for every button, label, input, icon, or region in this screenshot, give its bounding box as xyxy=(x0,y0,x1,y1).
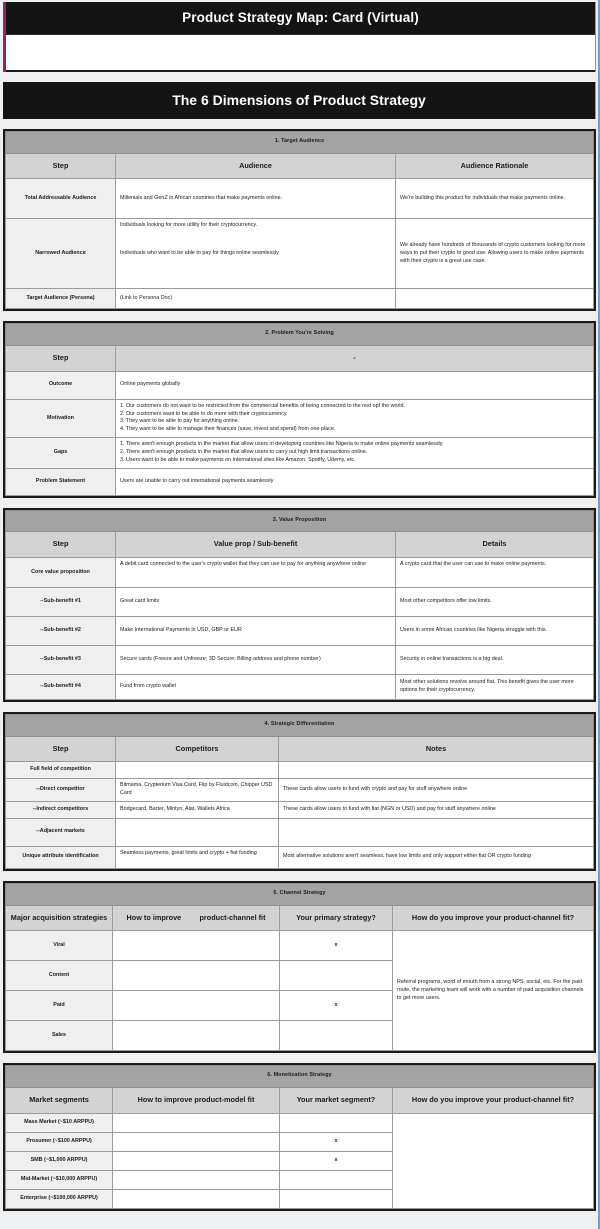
cell-market-segment-mark[interactable]: x xyxy=(280,1151,393,1170)
column-header-value-prop: Value prop / Sub-benefit xyxy=(116,532,396,558)
cell-how-to-improve[interactable] xyxy=(113,991,280,1021)
cell-notes[interactable] xyxy=(279,762,594,779)
header-notes-area[interactable] xyxy=(6,34,595,72)
row-header: Total Addressable Audience xyxy=(6,179,116,219)
cell-how-to-improve[interactable] xyxy=(113,931,280,961)
column-header-step: Step xyxy=(6,736,116,762)
column-header-row xyxy=(6,532,594,558)
table-row xyxy=(6,468,594,495)
column-header-audience: Audience xyxy=(116,153,396,179)
section-title: 4. Strategic Differentiation xyxy=(6,715,594,737)
target-audience-table xyxy=(5,131,594,309)
cell-gaps[interactable] xyxy=(116,438,594,468)
cell-how-to-improve[interactable] xyxy=(113,1170,280,1189)
dimensions-banner: The 6 Dimensions of Product Strategy xyxy=(3,82,596,119)
section-title-row xyxy=(6,715,594,737)
column-header-market-segments: Market segments xyxy=(6,1087,113,1113)
section-title-row xyxy=(6,883,594,905)
spacer xyxy=(0,72,600,82)
cell-value-prop[interactable]: Secure cards (Freeze and Unfreeze; 3D Secure; Billing address and phone number) xyxy=(116,646,396,675)
cell-details[interactable]: Users in some African countries like Nigeria struggle with this. xyxy=(396,617,594,646)
cell-line: 1. Our customers do not want to be restricted from the commercial benefits of being connected to the rest opf the world. xyxy=(120,402,405,409)
cell-market-segment-mark[interactable] xyxy=(280,1189,393,1208)
document-header xyxy=(3,2,596,72)
row-header: Content xyxy=(6,961,113,991)
cell-merged-improve-note[interactable]: Referral programs, word of mouth from a strong NPS, social, etc. For the paid route, the marketing team will work with a number of paid acquisition channels to get more users. xyxy=(393,931,594,1051)
table-row xyxy=(6,371,594,399)
cell-market-segment-mark[interactable] xyxy=(280,1113,393,1132)
table-row xyxy=(6,219,594,289)
cell-line: Individuals who want to be able to pay for things online seamlessly xyxy=(120,250,279,257)
cell-audience[interactable] xyxy=(116,219,396,289)
cell-notes[interactable]: Most alternative solutions aren't seamless, have low limits and only support either fiat OR crypto funding xyxy=(279,846,594,868)
table-row xyxy=(6,1113,594,1132)
section-title: 3. Value Proposition xyxy=(6,510,594,532)
cell-problem-statement[interactable]: Users are unable to carry out international payments seamlessly xyxy=(116,468,594,495)
section-value-proposition xyxy=(3,508,596,702)
cell-competitors[interactable]: Bridgecard, Barter, Mintyn, Alat, Wallets Africa xyxy=(116,801,279,818)
cell-value-prop[interactable]: Great card limits xyxy=(116,588,396,617)
monetization-strategy-table xyxy=(5,1065,594,1208)
column-header-step: Step xyxy=(6,153,116,179)
row-header: Full field of competition xyxy=(6,762,116,779)
table-row xyxy=(6,289,594,309)
row-header: --Sub-benefit #3 xyxy=(6,646,116,675)
column-header-step: Step xyxy=(6,532,116,558)
table-row xyxy=(6,675,594,700)
section-monetization-strategy xyxy=(3,1063,596,1210)
cell-how-to-improve[interactable] xyxy=(113,1113,280,1132)
row-header: Target Audience (Persona) xyxy=(6,289,116,309)
row-header: Core value proposition xyxy=(6,558,116,588)
cell-competitors[interactable] xyxy=(116,818,279,846)
cell-rationale[interactable] xyxy=(396,289,594,309)
row-header: Prosumer (~$100 ARPPU) xyxy=(6,1132,113,1151)
table-row xyxy=(6,617,594,646)
cell-details[interactable]: Most other competitors offer low limits. xyxy=(396,588,594,617)
column-header-competitors: Competitors xyxy=(116,736,279,762)
cell-rationale[interactable]: We're building this product for individuals that make payments online. xyxy=(396,179,594,219)
cell-line: 3. Users want to be able to make payments on international sites like Amazon, Spotify, Udemy, etc. xyxy=(120,456,356,463)
cell-primary-strategy-mark[interactable]: x xyxy=(280,931,393,961)
table-row xyxy=(6,558,594,588)
cell-how-to-improve[interactable] xyxy=(113,961,280,991)
cell-competitors[interactable]: Bitmama, Crypterium Visa Card, Flip by Fluidcoin, Chipper USD Card xyxy=(116,779,279,802)
table-row xyxy=(6,762,594,779)
column-header-notes: Notes xyxy=(279,736,594,762)
row-header: Mass Market (~$10 ARPPU) xyxy=(6,1113,113,1132)
cell-notes[interactable]: These cards allow users to fund with crypto and pay for stuff anywhere online xyxy=(279,779,594,802)
row-header: Motivation xyxy=(6,399,116,437)
row-header: Gaps xyxy=(6,438,116,468)
cell-details[interactable]: Most other solutions revolve around fiat. This benefit gives the user more options for their cryptocurrency. xyxy=(396,675,594,700)
column-header-row xyxy=(6,153,594,179)
cell-competitors[interactable] xyxy=(116,762,279,779)
cell-line: 4. They want to be able to manage their finances (save, invest and spend) from one place. xyxy=(120,426,336,433)
table-row xyxy=(6,818,594,846)
column-header-row xyxy=(6,1087,594,1113)
section-problem-solving xyxy=(3,321,596,497)
strategic-differentiation-table xyxy=(5,714,594,869)
row-header: Enterprise (~$100,000 ARPPU) xyxy=(6,1189,113,1208)
column-header-your-market-segment: Your market segment? xyxy=(280,1087,393,1113)
cell-line: 2. Our customers want to be able to do more with their cryptocurrency. xyxy=(120,410,288,417)
column-header-improve-product-channel-fit: How do you improve your product-channel fit? xyxy=(393,1087,594,1113)
section-strategic-differentiation xyxy=(3,712,596,871)
column-header-row xyxy=(6,736,594,762)
spacer xyxy=(0,498,600,508)
section-title: 6. Monetization Strategy xyxy=(6,1066,594,1088)
row-header: Viral xyxy=(6,931,113,961)
spacer xyxy=(0,871,600,881)
cell-primary-strategy-mark[interactable]: x xyxy=(280,991,393,1021)
cell-outcome[interactable]: Online payments globally xyxy=(116,371,594,399)
row-header: --Indirect competitors xyxy=(6,801,116,818)
spacer xyxy=(0,702,600,712)
column-header-how-to-improve-product-model-fit: How to improve product-model fit xyxy=(113,1087,280,1113)
spacer xyxy=(0,311,600,321)
column-header-audience-rationale: Audience Rationale xyxy=(396,153,594,179)
table-row xyxy=(6,179,594,219)
cell-market-segment-mark[interactable]: x xyxy=(280,1132,393,1151)
cell-value-prop[interactable]: Fund from crypto wallet xyxy=(116,675,396,700)
cell-how-to-improve[interactable] xyxy=(113,1021,280,1051)
table-row xyxy=(6,801,594,818)
cell-line-spacer xyxy=(120,240,391,250)
table-row xyxy=(6,779,594,802)
cell-market-segment-mark[interactable] xyxy=(280,1170,393,1189)
row-header: SMB (~$1,000 ARPPU) xyxy=(6,1151,113,1170)
table-row xyxy=(6,646,594,675)
column-header-how-to-improve-product-channel-fit: How to improve product-channel fit xyxy=(113,905,280,931)
table-row xyxy=(6,588,594,617)
cell-how-to-improve[interactable] xyxy=(113,1151,280,1170)
cell-line: Individuals looking for more utility for their cryptocurrency. xyxy=(120,222,258,229)
spacer xyxy=(0,1053,600,1063)
spacer xyxy=(0,119,600,129)
table-row xyxy=(6,438,594,468)
channel-strategy-table xyxy=(5,883,594,1051)
section-target-audience xyxy=(3,129,596,311)
section-title-row xyxy=(6,510,594,532)
page-title: Product Strategy Map: Card (Virtual) xyxy=(6,2,595,34)
table-row xyxy=(6,931,594,961)
cell-line-spacer xyxy=(120,230,391,240)
column-header-row xyxy=(6,905,594,931)
cell-line: 3. They want to be able to pay for anything online. xyxy=(120,418,240,425)
row-header: --Sub-benefit #4 xyxy=(6,675,116,700)
row-header: Outcome xyxy=(6,371,116,399)
row-header: Problem Statement xyxy=(6,468,116,495)
section-title-row xyxy=(6,1066,594,1088)
cell-how-to-improve[interactable] xyxy=(113,1132,280,1151)
cell-details[interactable]: Security in online transactions is a big deal. xyxy=(396,646,594,675)
column-header-step: Step xyxy=(6,346,116,372)
column-header-dash: - xyxy=(116,346,594,372)
value-proposition-table xyxy=(5,510,594,700)
column-header-row xyxy=(6,346,594,372)
row-header: --Sub-benefit #1 xyxy=(6,588,116,617)
section-channel-strategy xyxy=(3,881,596,1053)
cell-audience[interactable]: Millenials and GenZ in African countries that make payments online. xyxy=(116,179,396,219)
row-header: Narrowed Audience xyxy=(6,219,116,289)
section-title: 1. Target Audience xyxy=(6,132,594,154)
cell-merged-improve-note[interactable] xyxy=(393,1113,594,1208)
column-header-primary-strategy: Your primary strategy? xyxy=(280,905,393,931)
cell-rationale[interactable]: We already have hundreds of thousands of crypto customers looking for more ways to put their crypto to good use. Allowing users to make online payments with their crypto is a great use case. xyxy=(396,219,594,289)
row-header: --Sub-benefit #2 xyxy=(6,617,116,646)
cell-audience[interactable]: (Link to Persona Doc) xyxy=(116,289,396,309)
row-header: Paid xyxy=(6,991,113,1021)
table-row xyxy=(6,846,594,868)
cell-competitors[interactable]: Seamless payments, great limits and crypto + fiat funding xyxy=(116,846,279,868)
cell-notes[interactable]: These cards allow users to fund with fiat (NGN or USD) and pay for stuff anywhere online xyxy=(279,801,594,818)
row-header: --Adjacent markets xyxy=(6,818,116,846)
row-header: Unique attribute identification xyxy=(6,846,116,868)
cell-value-prop[interactable]: A debit card connected to the user's crypto wallet that they can use to pay for anything anywhere online xyxy=(116,558,396,588)
cell-primary-strategy-mark[interactable] xyxy=(280,1021,393,1051)
cell-how-to-improve[interactable] xyxy=(113,1189,280,1208)
column-header-improve-product-channel-fit: How do you improve your product-channel fit? xyxy=(393,905,594,931)
column-header-details: Details xyxy=(396,532,594,558)
cell-notes[interactable] xyxy=(279,818,594,846)
row-header: Sales xyxy=(6,1021,113,1051)
cell-line: 2. There aren't enough products in the market that allow users to carry out high limit transactions online. xyxy=(120,448,368,455)
cell-details[interactable]: A crypto card that the user can use to make online payments. xyxy=(396,558,594,588)
section-title-row xyxy=(6,324,594,346)
cell-value-prop[interactable]: Make International Payments in USD, GBP or EUR xyxy=(116,617,396,646)
cell-line: 1. There aren't enough products in the market that allow users in developing countries like Nigeria to make online payments seamlessly. xyxy=(120,441,444,448)
row-header: --Direct competitor xyxy=(6,779,116,802)
section-title-row xyxy=(6,132,594,154)
table-row xyxy=(6,399,594,437)
column-header-major-acquisition-strategies: Major acquisition strategies xyxy=(6,905,113,931)
problem-solving-table xyxy=(5,323,594,495)
cell-motivation[interactable] xyxy=(116,399,594,437)
section-title: 2. Problem You're Solving xyxy=(6,324,594,346)
cell-primary-strategy-mark[interactable] xyxy=(280,961,393,991)
row-header: Mid-Market (~$10,000 ARPPU) xyxy=(6,1170,113,1189)
section-title: 5. Channel Strategy xyxy=(6,883,594,905)
